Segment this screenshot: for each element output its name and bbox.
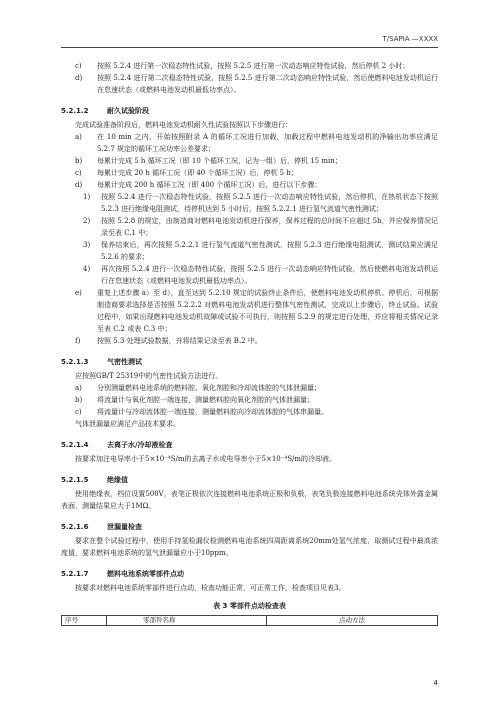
table-caption: 表 3 零部件点动检查表: [213, 602, 286, 610]
list-item: b) 每累计完成 5 h 循环工况（即 10 个循环工况，记为一组）后，停机 15 min；: [75, 157, 342, 165]
section-heading: 5.2.1.4 去离子水/冷却液检查: [61, 441, 173, 449]
list-item: d) 按照 5.2.4 进行第二次稳态特性试验，按照 5.2.5 进行第二次动态响应特性试验，然后使燃料电池发动机运行在怠速状态（或燃料电池发动机最低功率点）。: [75, 74, 438, 94]
paragraph: 要求在整个试验过程中，使用手持氢检漏仪检测燃料电池系统四周距离系统20mm处氢气浓度，取测试过程中最高浓度值，要求燃料电池系统的氢气泄漏量应小于10ppm。: [61, 537, 438, 557]
paragraph: 完成试验准备阶段后，燃料电池发动机耐久性试验按照以下步骤进行：: [75, 121, 292, 129]
paragraph: 使用绝缘表，档位设置500V，表笔正极依次连接燃料电池系统正极和负极，表笔负极连接燃料电池系统壳体外露金属表面，测量结果应大于1MΩ。: [61, 490, 438, 510]
section-heading: 5.2.1.2 耐久试验阶段: [61, 107, 149, 115]
list-item: c) 按照 5.2.4 进行第一次稳态特性试验，按照 5.2.5 进行第一次动态响应特性试验，然后停机 2 小时；: [75, 62, 410, 70]
paragraph: 气体泄漏量应满足产品技术要求。: [75, 420, 180, 428]
section-heading: 5.2.1.6 泄漏量检查: [61, 523, 142, 531]
content: [61, 60, 438, 626]
column-header-index: 序号: [62, 616, 107, 626]
list-item: c) 每累计完成 20 h 循环工况（即 40 个循环工况）后，停机 5 h；: [75, 169, 298, 177]
list-item: a) 在 10 min 之内，开始按照附录 A 的循环工况进行加载，加载过程中燃料电池发动机的净输出功率应满足 5.2.7 规定的循环工况功率公差要求；: [75, 133, 438, 153]
header-rule: [61, 47, 438, 48]
list-item: c) 将流量计与冷却流体腔一端连接，测量燃料腔向冷却流体腔的气体串漏量。: [75, 408, 328, 416]
page-number: 4: [433, 679, 438, 687]
list-item: f) 按照 5.3 处理试验数据，并将结果记录至表 B.2 中。: [75, 337, 262, 345]
sub-list-item: 4) 再次按照 5.2.4 进行一次稳态特性试验，按照 5.2.5 进行一次动态响应特性试验，然后使燃料电池发动机运行在怠速状态（或燃料电池发动机最低功率点）。: [83, 265, 438, 285]
sub-list-item: 3) 保养结束后，再次按照 5.2.2.1 进行氢气流道气密性测试，按照 5.2.3 进行绝缘电阻测试，测试结果应满足 5.2.6 的要求；: [83, 241, 438, 261]
sub-list-item: 2) 按照 5.2.8 的规定，由制造商对燃料电池发动机进行保养，保养过程的总时间不应超过 5h，并应保养情况记录至表 C.1 中；: [83, 217, 438, 237]
paragraph: 按要求对燃料电池系统零部件进行点动，检查功能正常，可正常工作，检查项目见表3。: [75, 584, 346, 592]
sub-list-item: 1) 按照 5.2.4 进行一次稳态特性试验，按照 5.2.5 进行一次动态响应特性试验，然后停机，在热机状态下按照 5.2.3 进行绝缘电阻测试，待停机达到 5 小时后，按照 5.2.2.1 进行氢气流道气密性测试；: [83, 193, 438, 213]
column-header-method: 点动方法: [267, 616, 438, 626]
column-header-part: 零部件名称: [107, 616, 267, 626]
document-code: T/SAPIA —XXXX: [382, 35, 438, 43]
table-header-row: [62, 616, 438, 626]
list-item: d) 每累计完成 200 h 循环工况（即 400 个循环工况）后，进行以下步骤：: [75, 181, 322, 189]
list-item: b) 将流量计与氧化剂腔一端连接，测量燃料腔向氧化剂腔的气体泄漏量；: [75, 396, 314, 404]
paragraph: 应按照GB/T 25319中的气密性试验方法进行。: [75, 372, 223, 380]
section-heading: 5.2.1.7 燃料电池系统零部件点动: [61, 570, 184, 578]
section-heading: 5.2.1.5 绝缘值: [61, 476, 128, 484]
list-item: a) 分别测量燃料电池系统的燃料腔、氧化剂腔和冷却流体腔的气体泄漏量；: [75, 384, 321, 392]
parts-check-table: [61, 615, 438, 626]
list-item: e) 重复上述步骤 a）至 d），直至达到 5.2.10 规定的试验终止条件后，使燃料电池发动机停机。停机后，可根据制造商要求选择是否按照 5.2.2.2 对燃料电池发动机进行整体气密性测试，完成以上步骤后，终止试验。试验过程中，如果出现燃料电池发动机故障或试验不可执行，则按照 5.2.9 的规定进行处理，并应将相关情况记录至表 C.2 或表 C.3 中；: [75, 289, 438, 333]
paragraph: 按要求加注电导率小于5×10⁻⁴S/m的去离子水或电导率小于5×10⁻⁴S/m的冷却液。: [75, 455, 337, 463]
section-heading: 5.2.1.3 气密性测试: [61, 358, 142, 366]
